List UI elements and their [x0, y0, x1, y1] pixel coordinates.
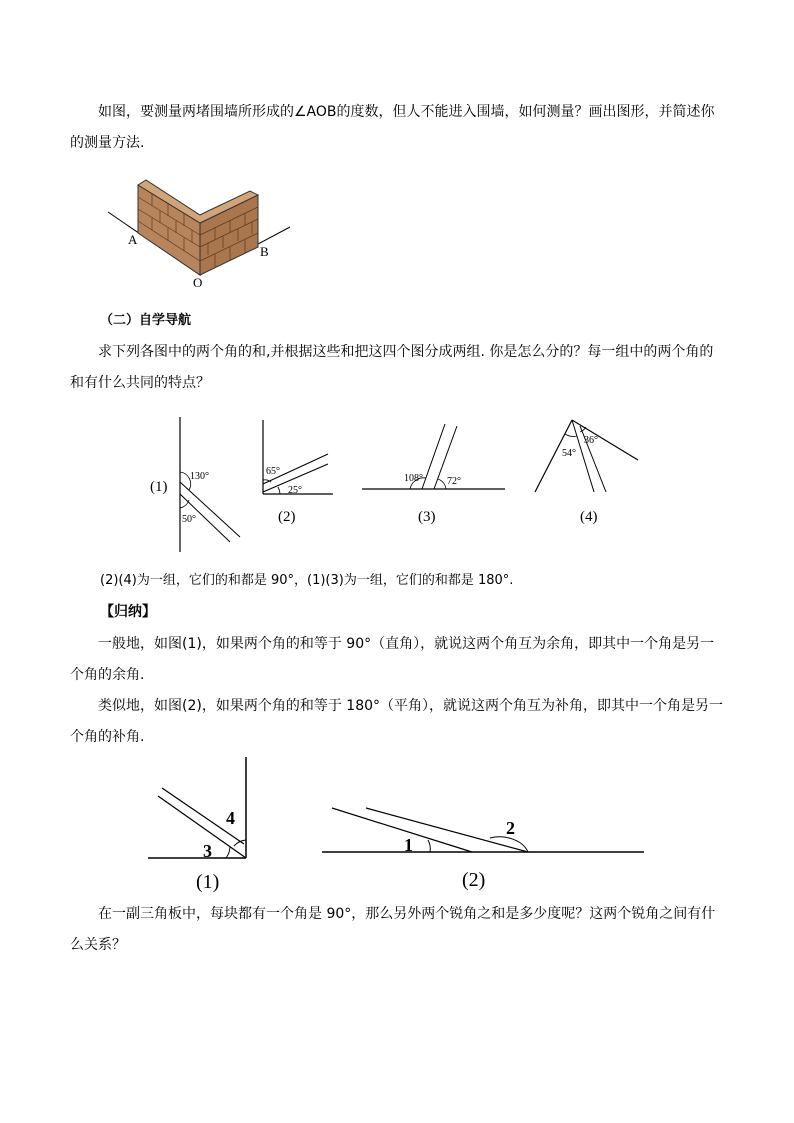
point-b-label: B: [260, 244, 269, 259]
summary-paragraph-2: 类似地，如图(2)，如果两个角的和等于 180°（平角），就说这两个角互为补角，即其中一个角是另一个角的补角.: [70, 698, 724, 745]
fig4-label: (4): [580, 509, 598, 525]
point-a-label: A: [128, 232, 138, 247]
fig3-angle-right: 72°: [447, 476, 461, 487]
fig1-label: (1): [150, 479, 168, 495]
fig1-angle-top: 130°: [190, 471, 209, 482]
angle-figure-1: [150, 417, 240, 552]
fig1-angle-bottom: 50°: [182, 514, 196, 525]
angle-figure-3: [362, 424, 505, 525]
answer-line: (2)(4)为一组，它们的和都是 90°，(1)(3)为一组，它们的和都是 180°.: [100, 573, 514, 588]
angle-4-label: 4: [226, 808, 235, 828]
angle-1-label: 1: [404, 835, 413, 855]
section-heading: （二）自学导航: [100, 313, 192, 328]
fig2-label: (2): [278, 509, 296, 525]
point-o-label: O: [193, 275, 203, 290]
fig3-angle-left: 108°: [404, 473, 423, 484]
question-paragraph: 求下列各图中的两个角的和,并根据这些和把这四个图分成两组. 你是怎么分的？每一组中的两个角的和有什么共同的特点？: [70, 344, 714, 391]
complementary-supplementary-figures: [140, 752, 660, 897]
summary-heading: 【归纳】: [100, 604, 156, 620]
fig4-angle-left: 54°: [562, 448, 576, 459]
fig3-label: (3): [418, 509, 436, 525]
intro-paragraph: 如图，要测量两堵围墙所形成的∠AOB的度数，但人不能进入围墙，如何测量？画出图形，并简述你的测量方法.: [70, 104, 715, 151]
angle-3-label: 3: [203, 841, 212, 861]
fig2-angle-top: 65°: [266, 466, 280, 477]
final-question: 在一副三角板中，每块都有一个角是 90°，那么另外两个锐角之和是多少度呢？这两个锐角之间有什么关系？: [70, 906, 716, 953]
supplementary-figure: [322, 808, 644, 891]
summary-paragraph-1: 一般地，如图(1)，如果两个角的和等于 90°（直角），就说这两个角互为余角，即其中一个角是另一个角的余角.: [70, 636, 715, 683]
fig4-angle-right: 36°: [584, 435, 598, 446]
wall-figure: [100, 175, 300, 290]
complementary-figure: [148, 757, 246, 893]
angle-figure-2: [263, 420, 333, 525]
angle-figure-4: [535, 420, 638, 525]
complementary-figure-label: (1): [196, 871, 220, 893]
supplementary-figure-label: (2): [462, 869, 486, 891]
fig2-angle-bottom: 25°: [288, 485, 302, 496]
angle-2-label: 2: [506, 818, 515, 838]
angle-figures-row: [140, 412, 660, 557]
